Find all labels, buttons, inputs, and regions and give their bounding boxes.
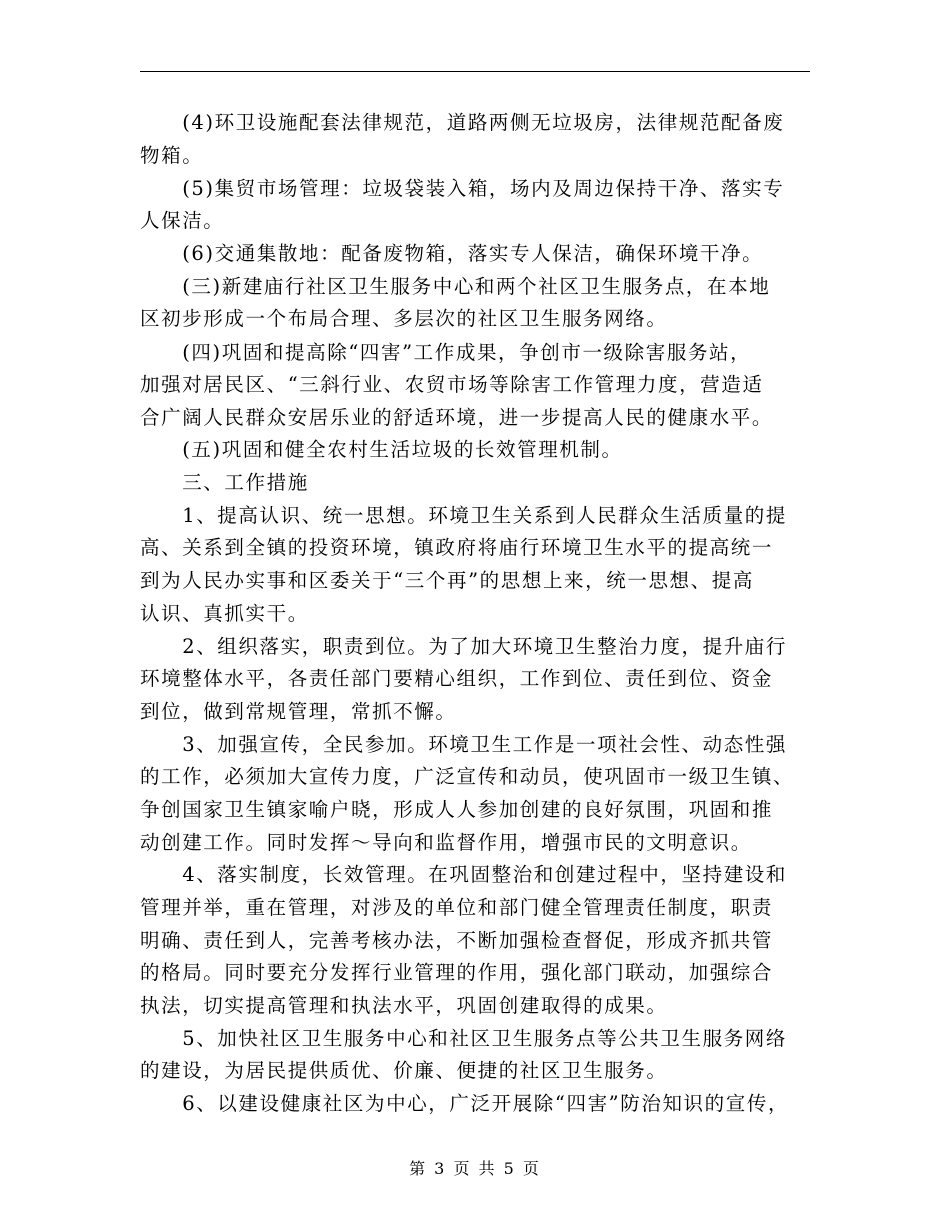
text-line: 认识、真抓实干。 xyxy=(140,602,309,625)
text-line: 的建设，为居民提供质优、价廉、便捷的社区卫生服务。 xyxy=(140,1059,668,1082)
text-line: 区初步形成一个布局合理、多层次的社区卫生服务网络。 xyxy=(140,307,668,330)
text-line: 执法，切实提高管理和执法水平，巩固创建取得的成果。 xyxy=(140,994,668,1017)
text-line: (5)集贸市场管理：垃圾袋装入箱，场内及周边保持干净、落实专 xyxy=(140,177,785,200)
text-line: 管理并举，重在管理，对涉及的单位和部门健全管理责任制度，职责 xyxy=(140,896,774,919)
text-line: 6、以建设健康社区为中心，广泛开展除“四害”防治知识的宣传， xyxy=(140,1092,790,1115)
text-line: 的工作，必须加大宣传力度，广泛宣传和动员，使巩固市一级卫生镇、 xyxy=(140,765,795,788)
text-line: 到为人民办实事和区委关于“三个再”的思想上来，统一思想、提高 xyxy=(140,569,754,592)
text-line: (四)巩固和提高除“四害”工作成果，争创市一级除害服务站， xyxy=(140,341,752,364)
text-line: 动创建工作。同时发挥～导向和监督作用，增强市民的文明意识。 xyxy=(140,831,752,854)
text-line: 的格局。同时要充分发挥行业管理的作用，强化部门联动，加强综合 xyxy=(140,961,774,984)
text-line: (五)巩固和健全农村生活垃圾的长效管理机制。 xyxy=(140,438,623,461)
text-line: (三)新建庙行社区卫生服务中心和两个社区卫生服务点，在本地 xyxy=(140,275,771,298)
text-line: 到位，做到常规管理，常抓不懈。 xyxy=(140,700,457,723)
text-line: 环境整体水平，各责任部门要精心组织，工作到位、责任到位、资金 xyxy=(140,667,774,690)
text-line: 2、组织落实，职责到位。为了加大环境卫生整治力度，提升庙行 xyxy=(140,635,788,658)
text-line: (4)环卫设施配套法律规范，道路两侧无垃圾房，法律规范配备废 xyxy=(140,111,785,134)
text-line: 明确、责任到人，完善考核办法，不断加强检查督促，形成齐抓共管 xyxy=(140,929,774,952)
page-number-footer: 第 3 页 共 5 页 xyxy=(409,1159,541,1178)
text-line: 争创国家卫生镇家喻户晓，形成人人参加创建的良好氛围，巩固和推 xyxy=(140,798,774,821)
section-heading: 三、工作措施 xyxy=(140,471,309,494)
text-line: 1、提高认识、统一思想。环境卫生关系到人民群众生活质量的提 xyxy=(140,504,788,527)
text-line: 5、加快社区卫生服务中心和社区卫生服务点等公共卫生服务网络 xyxy=(140,1027,788,1050)
text-line: (6)交通集散地：配备废物箱，落实专人保洁，确保环境干净。 xyxy=(140,242,764,265)
text-line: 4、落实制度，长效管理。在巩固整治和创建过程中，坚持建设和 xyxy=(140,863,788,886)
header-rule xyxy=(140,71,810,72)
text-line: 加强对居民区、“三斜行业、农贸市场等除害工作管理力度，营造适 xyxy=(140,373,764,396)
text-line: 合广阔人民群众安居乐业的舒适环境，进一步提高人民的健康水平。 xyxy=(140,406,774,429)
text-line: 3、加强宣传，全民参加。环境卫生工作是一项社会性、动态性强 xyxy=(140,733,788,756)
text-line: 物箱。 xyxy=(140,144,204,167)
text-line: 高、关系到全镇的投资环境，镇政府将庙行环境卫生水平的提高统一 xyxy=(140,536,774,559)
text-line: 人保洁。 xyxy=(140,209,225,232)
